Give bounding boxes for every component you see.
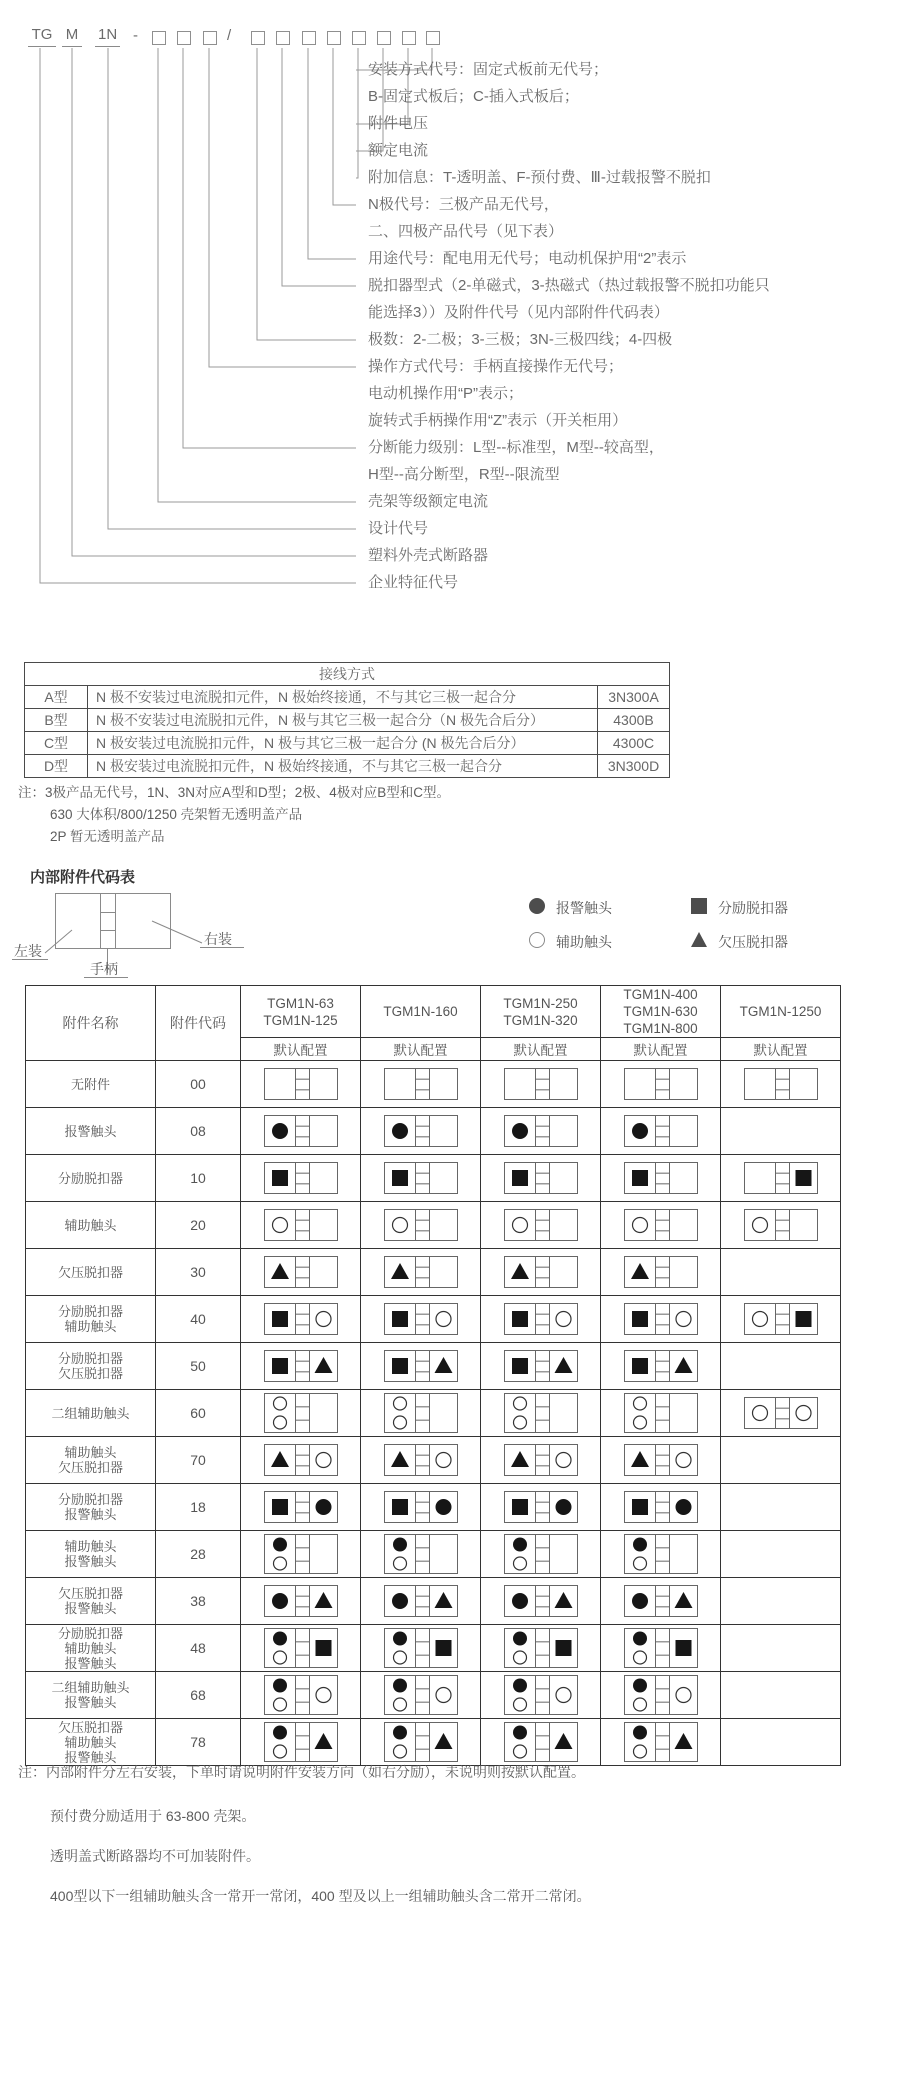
config-cell [601, 1296, 721, 1343]
legend-label: 欠压脱扣器 [718, 934, 788, 950]
wiring-desc: N 极不安装过电流脱扣元件，N 极始终接通，不与其它三极一起合分 [88, 686, 598, 709]
code-annotation: 操作方式代号：手柄直接操作无代号； [368, 358, 624, 375]
config-cell [601, 1202, 721, 1249]
model-column-header: TGM1N-400 TGM1N-630 TGM1N-800 [601, 986, 721, 1038]
config-cell-empty [721, 1625, 841, 1672]
code-annotation: 用途代号：配电用无代号；电动机保护用“2”表示 [368, 250, 687, 267]
config-cell [721, 1061, 841, 1108]
accessory-name: 二组辅助触头 报警触头 [26, 1672, 156, 1719]
config-cell [241, 1531, 361, 1578]
accessory-code: 28 [156, 1531, 241, 1578]
breaker-config-diagram [384, 1628, 458, 1668]
config-cell [241, 1061, 361, 1108]
breaker-config-diagram [504, 1585, 578, 1617]
config-cell [721, 1390, 841, 1437]
code-annotation: 电动机操作用“P”表示； [368, 385, 523, 402]
accessory-name: 欠压脱扣器 辅助触头 报警触头 [26, 1719, 156, 1766]
breaker-config-diagram [264, 1444, 338, 1476]
breaker-config-diagram [384, 1115, 458, 1147]
config-cell [481, 1343, 601, 1390]
breaker-config-diagram [624, 1444, 698, 1476]
config-cell [481, 1390, 601, 1437]
breaker-config-diagram [264, 1585, 338, 1617]
accessory-code: 08 [156, 1108, 241, 1155]
config-cell [481, 1578, 601, 1625]
config-cell [481, 1531, 601, 1578]
code-box [203, 31, 217, 45]
breaker-config-diagram [504, 1162, 578, 1194]
config-cell [481, 1672, 601, 1719]
code-box [152, 31, 166, 45]
config-cell [601, 1531, 721, 1578]
wiring-desc: N 极安装过电流脱扣元件，N 极始终接通，不与其它三极一起合分 [88, 755, 598, 778]
breaker-config-diagram [744, 1068, 818, 1100]
accessory-row [26, 1296, 841, 1343]
wiring-desc: N 极不安装过电流脱扣元件，N 极与其它三极一起合分（N 极先合后分） [88, 709, 598, 732]
accessory-note: 透明盖式断路器均不可加装附件。 [50, 1848, 260, 1864]
model-column-header: TGM1N-160 [361, 986, 481, 1038]
accessory-row [26, 1719, 841, 1766]
accessory-name: 分励脱扣器 辅助触头 [26, 1296, 156, 1343]
config-cell [361, 1296, 481, 1343]
config-cell-empty [721, 1108, 841, 1155]
accessory-code: 38 [156, 1578, 241, 1625]
accessory-name: 分励脱扣器 欠压脱扣器 [26, 1343, 156, 1390]
breaker-config-diagram [384, 1303, 458, 1335]
config-cell [481, 1108, 601, 1155]
config-cell [601, 1625, 721, 1672]
dash-separator: - [133, 27, 138, 44]
config-cell-empty [721, 1719, 841, 1766]
code-box [177, 31, 191, 45]
config-cell [361, 1625, 481, 1672]
code-annotation: 企业特征代号 [368, 574, 459, 591]
config-cell-empty [721, 1437, 841, 1484]
config-cell-empty [721, 1578, 841, 1625]
config-cell [721, 1155, 841, 1202]
config-cell [601, 1719, 721, 1766]
accessory-code: 68 [156, 1672, 241, 1719]
breaker-config-diagram [744, 1303, 818, 1335]
breaker-config-diagram [384, 1534, 458, 1574]
code-box [327, 31, 341, 45]
slash-separator: / [227, 27, 232, 44]
accessory-row [26, 1108, 841, 1155]
accessory-row [26, 1484, 841, 1531]
config-cell [601, 1108, 721, 1155]
config-cell-empty [721, 1672, 841, 1719]
wiring-type: A型 [25, 686, 88, 709]
config-cell [601, 1061, 721, 1108]
breaker-config-diagram [384, 1350, 458, 1382]
code-annotation: 塑料外壳式断路器 [368, 547, 489, 564]
config-cell [361, 1108, 481, 1155]
accessory-row [26, 1672, 841, 1719]
undervoltage-release-icon [690, 931, 708, 949]
config-cell [241, 1202, 361, 1249]
default-config-label: 默认配置 [361, 1038, 481, 1061]
svg-text:手柄: 手柄 [90, 961, 118, 977]
code-annotation: H型--高分断型，R型--限流型 [368, 466, 560, 483]
config-cell [361, 1672, 481, 1719]
code-annotation: 附加信息：T-透明盖、F-预付费、Ⅲ-过载报警不脱扣 [368, 169, 711, 186]
breaker-config-diagram [624, 1256, 698, 1288]
accessory-code: 18 [156, 1484, 241, 1531]
breaker-config-diagram [384, 1675, 458, 1715]
config-cell-empty [721, 1484, 841, 1531]
accessory-name: 辅助触头 欠压脱扣器 [26, 1437, 156, 1484]
accessory-row [26, 1625, 841, 1672]
code-box [251, 31, 265, 45]
config-cell [481, 1155, 601, 1202]
config-cell-empty [721, 1343, 841, 1390]
wiring-method-table [24, 662, 670, 778]
wiring-type: D型 [25, 755, 88, 778]
breaker-config-diagram [384, 1068, 458, 1100]
table-row [25, 709, 670, 732]
wiring-desc: N 极安装过电流脱扣元件，N 极与其它三极一起合分 (N 极先合后分） [88, 732, 598, 755]
config-cell [361, 1202, 481, 1249]
breaker-config-diagram [624, 1209, 698, 1241]
section-title: 内部附件代码表 [30, 869, 136, 886]
code-annotation: 二、四极产品代号（见下表） [368, 223, 564, 240]
breaker-config-diagram [264, 1115, 338, 1147]
breaker-config-diagram [624, 1303, 698, 1335]
config-cell [361, 1249, 481, 1296]
accessory-row [26, 1437, 841, 1484]
breaker-config-diagram [744, 1397, 818, 1429]
config-cell [481, 1437, 601, 1484]
model-prefix-tg: TG [28, 26, 56, 47]
code-box [352, 31, 366, 45]
config-cell [601, 1484, 721, 1531]
code-annotation: 安装方式代号：固定式板前无代号； [368, 61, 609, 78]
code-annotation: 分断能力级别：L型--标准型，M型--较高型， [368, 439, 664, 456]
accessory-name: 欠压脱扣器 报警触头 [26, 1578, 156, 1625]
accessory-name: 二组辅助触头 [26, 1390, 156, 1437]
config-cell [601, 1672, 721, 1719]
breaker-config-diagram [624, 1585, 698, 1617]
table-row [25, 686, 670, 709]
breaker-config-diagram [504, 1444, 578, 1476]
config-cell [361, 1531, 481, 1578]
legend-label: 辅助触头 [556, 934, 612, 950]
wiring-note: 2P 暂无透明盖产品 [50, 829, 165, 844]
breaker-config-diagram [384, 1393, 458, 1433]
table-row [25, 755, 670, 778]
breaker-config-diagram [264, 1393, 338, 1433]
code-annotation: 设计代号 [368, 520, 429, 537]
accessory-row [26, 1343, 841, 1390]
accessory-name: 分励脱扣器 [26, 1155, 156, 1202]
breaker-config-diagram [624, 1534, 698, 1574]
col-header-name: 附件名称 [26, 986, 156, 1061]
config-cell [241, 1672, 361, 1719]
breaker-config-diagram [264, 1534, 338, 1574]
breaker-config-diagram [384, 1444, 458, 1476]
wiring-note: 注：3极产品无代号，1N、3N对应A型和D型；2极、4极对应B型和C型。 [18, 785, 451, 800]
config-cell [241, 1437, 361, 1484]
config-cell [481, 1484, 601, 1531]
accessory-row [26, 1390, 841, 1437]
alarm-contact-icon [528, 897, 546, 915]
accessory-code: 30 [156, 1249, 241, 1296]
config-cell [241, 1155, 361, 1202]
breaker-config-diagram [264, 1162, 338, 1194]
code-annotation: N极代号：三极产品无代号， [368, 196, 559, 213]
accessory-name: 辅助触头 [26, 1202, 156, 1249]
wiring-type: C型 [25, 732, 88, 755]
config-cell [601, 1249, 721, 1296]
breaker-config-diagram [624, 1722, 698, 1762]
accessory-code-table [25, 985, 841, 1766]
accessory-row [26, 1531, 841, 1578]
breaker-config-diagram [624, 1628, 698, 1668]
config-cell [721, 1202, 841, 1249]
breaker-config-diagram [264, 1491, 338, 1523]
config-cell [601, 1578, 721, 1625]
breaker-config-diagram [624, 1350, 698, 1382]
accessory-code: 00 [156, 1061, 241, 1108]
breaker-config-diagram [264, 1628, 338, 1668]
legend-label: 分励脱扣器 [718, 900, 788, 916]
code-annotation: 旋转式手柄操作用“Z”表示（开关柜用） [368, 412, 628, 429]
config-cell [361, 1155, 481, 1202]
accessory-code: 70 [156, 1437, 241, 1484]
breaker-config-diagram [624, 1675, 698, 1715]
wiring-note: 630 大体积/800/1250 壳架暂无透明盖产品 [50, 807, 303, 822]
config-cell [241, 1296, 361, 1343]
breaker-config-diagram [504, 1628, 578, 1668]
config-cell [481, 1625, 601, 1672]
config-cell [361, 1061, 481, 1108]
default-config-label: 默认配置 [241, 1038, 361, 1061]
code-annotation: B-固定式板后；C-插入式板后； [368, 88, 579, 105]
config-cell [241, 1108, 361, 1155]
wiring-table-title: 接线方式 [25, 663, 670, 686]
model-prefix-1n: 1N [95, 26, 120, 47]
breaker-config-diagram [384, 1162, 458, 1194]
accessory-note: 400型以下一组辅助触头含一常开一常闭，400 型及以上一组辅助触头含二常开二常闭。 [50, 1888, 591, 1904]
breaker-config-diagram [504, 1068, 578, 1100]
breaker-config-diagram [744, 1209, 818, 1241]
breaker-config-diagram [264, 1256, 338, 1288]
code-box [377, 31, 391, 45]
accessory-row [26, 1061, 841, 1108]
config-cell [241, 1719, 361, 1766]
breaker-config-diagram [624, 1491, 698, 1523]
accessory-name: 无附件 [26, 1061, 156, 1108]
config-cell [481, 1296, 601, 1343]
breaker-config-diagram [624, 1115, 698, 1147]
breaker-config-diagram [504, 1722, 578, 1762]
wiring-code: 4300B [598, 709, 670, 732]
col-header-code: 附件代码 [156, 986, 241, 1061]
svg-text:右装: 右装 [204, 931, 232, 947]
accessory-note: 预付费分励适用于 63-800 壳架。 [50, 1808, 256, 1824]
accessory-row [26, 1578, 841, 1625]
accessory-code: 20 [156, 1202, 241, 1249]
aux-contact-icon [528, 931, 546, 949]
accessory-row [26, 1155, 841, 1202]
config-cell-empty [721, 1249, 841, 1296]
accessory-code: 78 [156, 1719, 241, 1766]
breaker-config-diagram [504, 1534, 578, 1574]
config-cell [601, 1390, 721, 1437]
config-cell [481, 1249, 601, 1296]
config-cell [601, 1437, 721, 1484]
breaker-config-diagram [504, 1491, 578, 1523]
config-cell [481, 1061, 601, 1108]
config-cell [481, 1719, 601, 1766]
breaker-config-diagram [504, 1115, 578, 1147]
breaker-config-diagram [504, 1303, 578, 1335]
code-box [302, 31, 316, 45]
config-cell-empty [721, 1531, 841, 1578]
config-cell [241, 1578, 361, 1625]
accessory-name: 分励脱扣器 报警触头 [26, 1484, 156, 1531]
breaker-config-diagram [384, 1585, 458, 1617]
breaker-config-diagram [384, 1209, 458, 1241]
config-cell [241, 1249, 361, 1296]
table-row [25, 663, 670, 686]
accessory-name: 分励脱扣器 辅助触头 报警触头 [26, 1625, 156, 1672]
breaker-config-diagram [624, 1393, 698, 1433]
code-annotation: 额定电流 [368, 142, 429, 159]
accessory-code: 60 [156, 1390, 241, 1437]
config-cell [601, 1155, 721, 1202]
breaker-config-diagram [744, 1162, 818, 1194]
code-annotation: 脱扣器型式（2-单磁式，3-热磁式（热过载报警不脱扣功能只 [368, 277, 770, 294]
config-cell [241, 1390, 361, 1437]
default-config-label: 默认配置 [601, 1038, 721, 1061]
table-row [25, 732, 670, 755]
code-annotation: 附件电压 [368, 115, 429, 132]
config-cell [481, 1202, 601, 1249]
breaker-config-diagram [624, 1162, 698, 1194]
config-cell [361, 1484, 481, 1531]
breaker-config-diagram [264, 1722, 338, 1762]
code-box [402, 31, 416, 45]
code-annotation: 壳架等级额定电流 [368, 493, 489, 510]
breaker-config-diagram [624, 1068, 698, 1100]
accessory-name: 报警触头 [26, 1108, 156, 1155]
breaker-config-diagram [384, 1491, 458, 1523]
accessory-note: 注：内部附件分左右安装，下单时请说明附件安装方向（如右分励），未说明则按默认配置。 [18, 1764, 585, 1780]
model-prefix-m: M [62, 26, 82, 47]
config-cell [241, 1343, 361, 1390]
breaker-mounting-sketch [0, 885, 270, 993]
table-header-row [26, 986, 841, 1038]
svg-text:左装: 左装 [14, 943, 42, 959]
breaker-config-diagram [384, 1722, 458, 1762]
default-config-label: 默认配置 [481, 1038, 601, 1061]
config-cell [361, 1578, 481, 1625]
wiring-type: B型 [25, 709, 88, 732]
model-column-header: TGM1N-63 TGM1N-125 [241, 986, 361, 1038]
code-box [426, 31, 440, 45]
breaker-config-diagram [264, 1303, 338, 1335]
breaker-config-diagram [504, 1350, 578, 1382]
config-cell [361, 1343, 481, 1390]
breaker-config-diagram [504, 1393, 578, 1433]
breaker-config-diagram [264, 1675, 338, 1715]
accessory-code: 50 [156, 1343, 241, 1390]
config-cell [721, 1296, 841, 1343]
config-cell [361, 1437, 481, 1484]
accessory-code: 48 [156, 1625, 241, 1672]
wiring-code: 3N300D [598, 755, 670, 778]
breaker-config-diagram [264, 1350, 338, 1382]
wiring-code: 3N300A [598, 686, 670, 709]
breaker-config-diagram [504, 1209, 578, 1241]
model-column-header: TGM1N-1250 [721, 986, 841, 1038]
accessory-name: 欠压脱扣器 [26, 1249, 156, 1296]
wiring-code: 4300C [598, 732, 670, 755]
accessory-row [26, 1249, 841, 1296]
breaker-config-diagram [384, 1256, 458, 1288]
legend-label: 报警触头 [556, 900, 612, 916]
code-annotation: 极数：2-二极；3-三极；3N-三极四线；4-四极 [368, 331, 673, 348]
accessory-name: 辅助触头 报警触头 [26, 1531, 156, 1578]
config-cell [361, 1390, 481, 1437]
accessory-code: 10 [156, 1155, 241, 1202]
breaker-config-diagram [504, 1675, 578, 1715]
accessory-code: 40 [156, 1296, 241, 1343]
code-annotation: 能选择3））及附件代号（见内部附件代码表） [368, 304, 669, 321]
config-cell [241, 1625, 361, 1672]
config-cell [241, 1484, 361, 1531]
breaker-config-diagram [264, 1068, 338, 1100]
shunt-release-icon [690, 897, 708, 915]
code-box [276, 31, 290, 45]
default-config-label: 默认配置 [721, 1038, 841, 1061]
accessory-row [26, 1202, 841, 1249]
model-column-header: TGM1N-250 TGM1N-320 [481, 986, 601, 1038]
breaker-config-diagram [504, 1256, 578, 1288]
config-cell [601, 1343, 721, 1390]
breaker-config-diagram [264, 1209, 338, 1241]
config-cell [361, 1719, 481, 1766]
